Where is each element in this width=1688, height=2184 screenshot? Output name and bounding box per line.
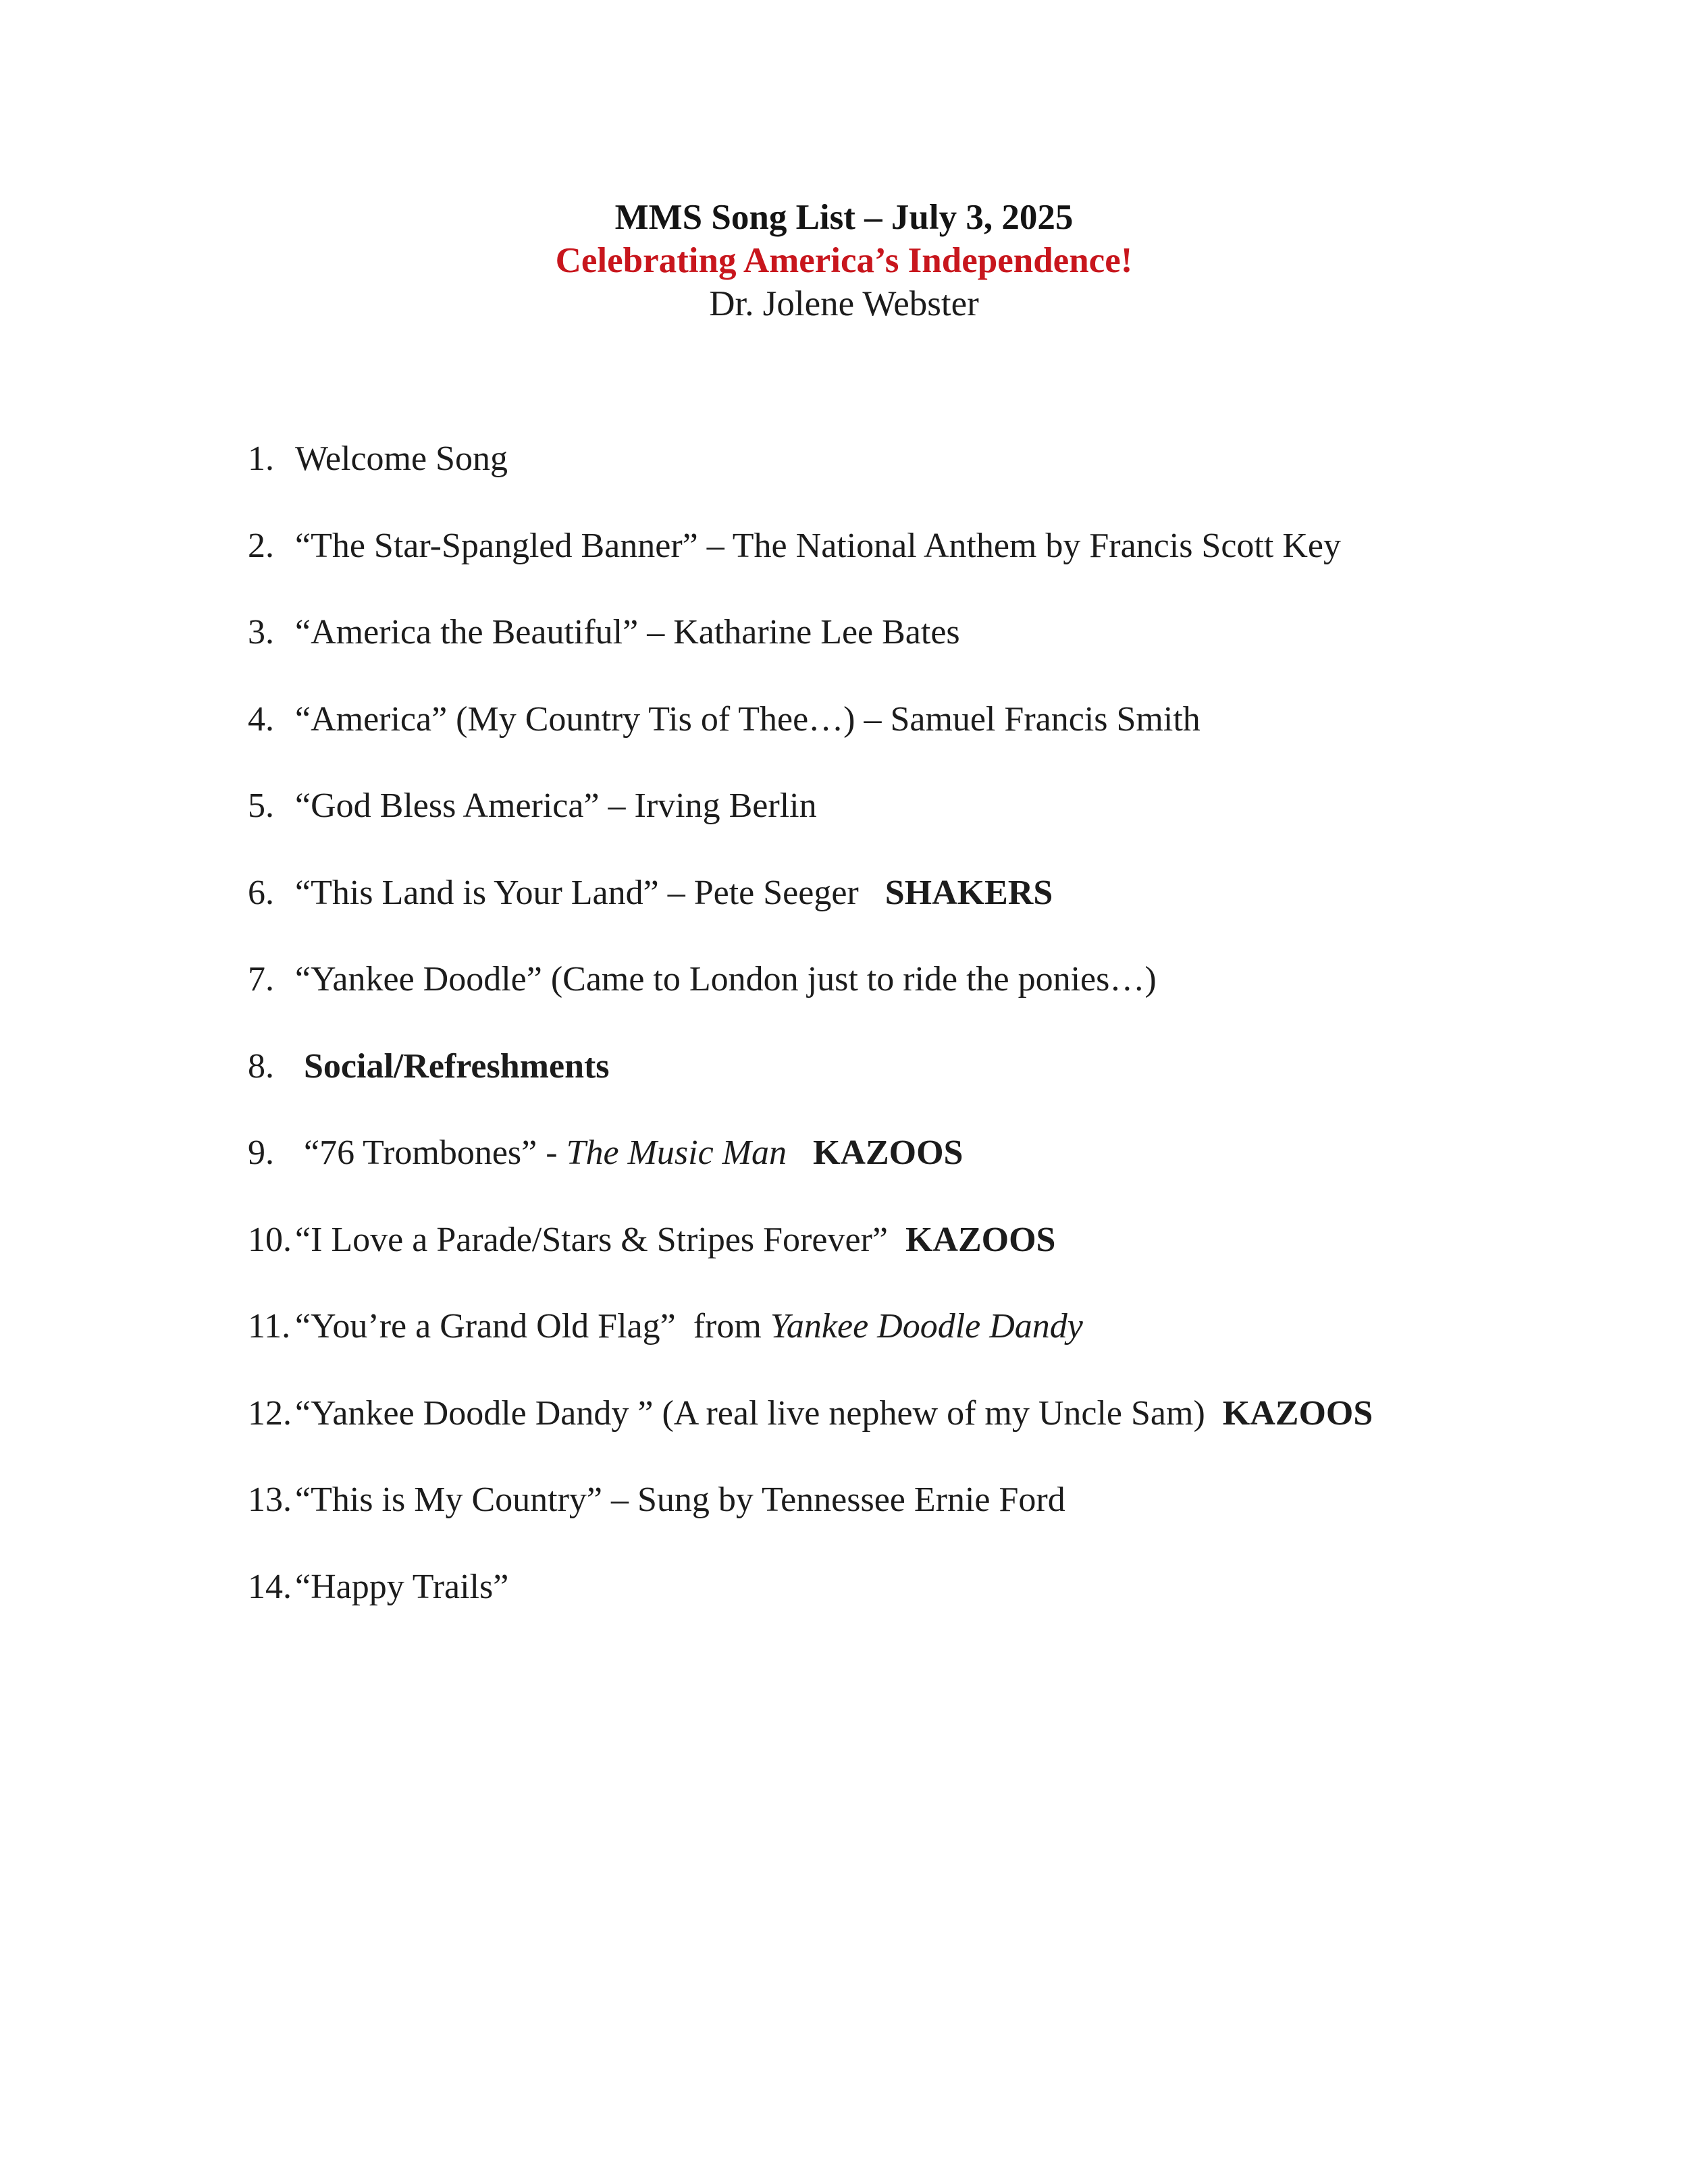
song-number: 6. <box>248 873 274 912</box>
song-item <box>248 693 1666 780</box>
song-note: SHAKERS <box>885 873 1053 912</box>
song-list <box>248 432 1666 1647</box>
song-title <box>295 1221 1055 1259</box>
song-title <box>295 1568 508 1606</box>
song-title <box>295 700 1201 739</box>
song-number: 10. <box>248 1220 292 1259</box>
song-text-part: “Yankee Doodle” (Came to London just to ride the ponies…) <box>295 960 1157 998</box>
song-title <box>295 613 960 651</box>
song-item <box>248 779 1666 866</box>
song-item <box>248 953 1666 1040</box>
song-item <box>248 1300 1666 1387</box>
song-text-part: “America” (My Country Tis of Thee…) – Samuel Francis Smith <box>295 699 1201 739</box>
song-item <box>248 519 1666 606</box>
song-text-part: “The Star-Spangled Banner” – The National Anthem by Francis Scott Key <box>295 526 1341 565</box>
song-text-part: “I Love a Parade/Stars & Stripes Forever” <box>295 1220 905 1259</box>
song-number: 5. <box>248 787 274 825</box>
song-item <box>248 1213 1666 1300</box>
song-note: KAZOOS <box>905 1220 1056 1259</box>
song-title <box>295 527 1341 565</box>
song-item <box>248 606 1666 693</box>
song-item <box>248 1473 1666 1560</box>
song-note: Social/Refreshments <box>295 1046 610 1086</box>
song-text-part: “This Land is Your Land” – Pete Seeger <box>295 873 885 912</box>
song-source: The Music Man <box>566 1134 787 1172</box>
page-subtitle: Celebrating America’s Independence! <box>555 241 1133 280</box>
song-text-part: Welcome Song <box>295 440 508 478</box>
song-number: 7. <box>248 960 274 998</box>
song-title <box>295 1394 1373 1433</box>
song-title <box>295 960 1157 998</box>
song-number: 3. <box>248 613 274 651</box>
song-number: 8. <box>248 1046 274 1086</box>
song-number: 12. <box>248 1393 292 1433</box>
song-number: 11. <box>248 1307 291 1346</box>
song-text-part: “You’re a Grand Old Flag” from <box>295 1307 770 1346</box>
song-number: 4. <box>248 699 274 739</box>
song-title <box>295 1134 963 1172</box>
song-text-part: “God Bless America” – Irving Berlin <box>295 787 817 825</box>
song-item <box>248 432 1666 519</box>
song-item <box>248 1560 1666 1647</box>
song-title <box>295 1047 610 1086</box>
song-title <box>295 1481 1065 1519</box>
song-item <box>248 1040 1666 1127</box>
song-number: 1. <box>248 440 274 478</box>
song-item <box>248 866 1666 953</box>
song-title <box>295 1307 1083 1346</box>
song-source: Yankee Doodle Dandy <box>770 1307 1083 1346</box>
song-text-part: “Yankee Doodle Dandy ” (A real live nephew of my Uncle Sam) <box>295 1393 1223 1433</box>
song-item <box>248 1387 1666 1474</box>
song-number: 9. <box>248 1134 274 1172</box>
song-item <box>248 1126 1666 1213</box>
author-name: Dr. Jolene Webster <box>709 284 979 323</box>
song-text-part: “76 Trombones” - <box>295 1134 566 1172</box>
song-title <box>295 440 508 478</box>
song-number: 14. <box>248 1567 292 1606</box>
song-title <box>295 874 1053 912</box>
song-note: KAZOOS <box>812 1134 964 1172</box>
song-number: 2. <box>248 526 274 565</box>
song-note: KAZOOS <box>1222 1393 1373 1433</box>
song-text-part <box>787 1134 813 1172</box>
song-title <box>295 787 817 825</box>
song-text-part: “This is My Country” – Sung by Tennessee Ernie Ford <box>295 1481 1065 1519</box>
song-number: 13. <box>248 1481 292 1519</box>
song-text-part: “Happy Trails” <box>295 1567 509 1606</box>
song-text-part: “America the Beautiful” – Katharine Lee Bates <box>295 613 960 651</box>
page-title: MMS Song List – July 3, 2025 <box>614 198 1074 237</box>
